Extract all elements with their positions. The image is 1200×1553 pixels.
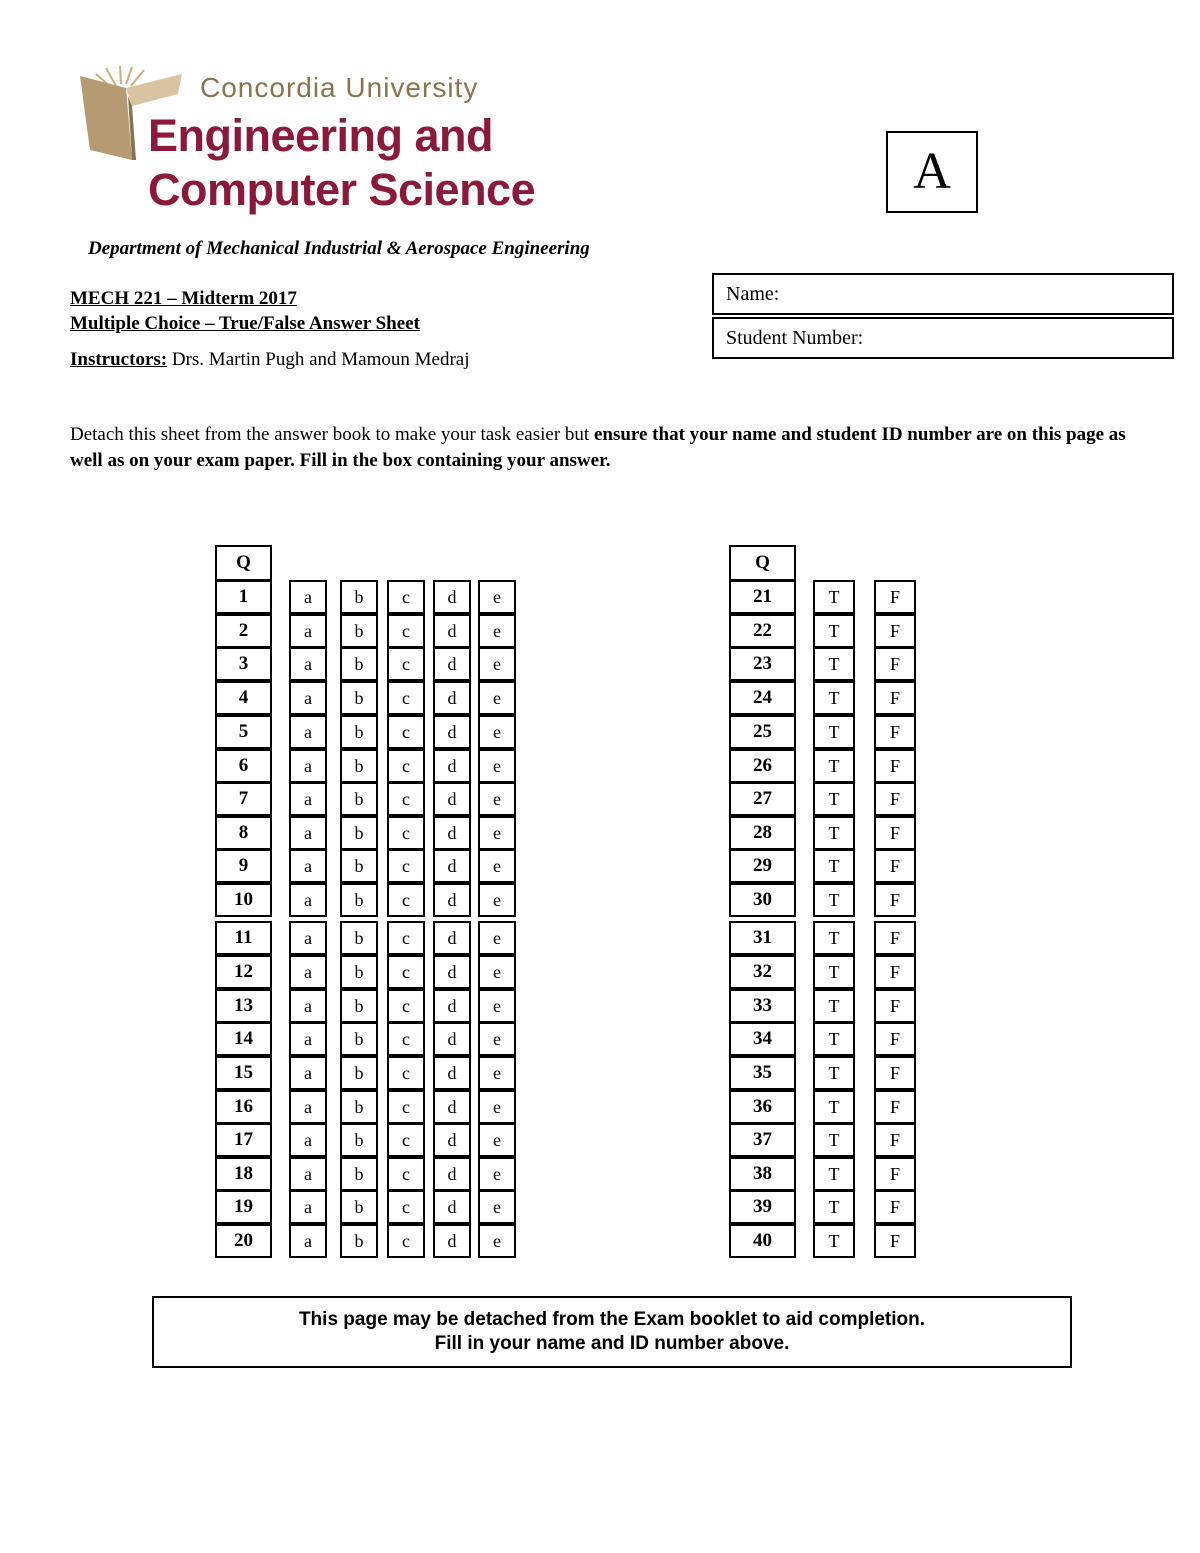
answer-option-d[interactable]: d [433, 1190, 471, 1224]
answer-option-b[interactable]: b [340, 1123, 378, 1157]
answer-option-c[interactable]: c [387, 1022, 425, 1056]
answer-option-f[interactable]: F [874, 782, 916, 816]
answer-option-c[interactable]: c [387, 1224, 425, 1258]
question-header: Q [729, 545, 796, 581]
answer-option-d[interactable]: d [433, 1224, 471, 1258]
answer-option-d[interactable]: d [433, 1157, 471, 1191]
answer-option-a[interactable]: a [289, 955, 327, 989]
answer-option-c[interactable]: c [387, 647, 425, 681]
answer-option-f[interactable]: F [874, 1056, 916, 1090]
answer-option-b[interactable]: b [340, 1224, 378, 1258]
question-number: 39 [729, 1190, 796, 1224]
instructors-line [70, 349, 470, 371]
course-title: MECH 221 – Midterm 2017 [70, 288, 297, 309]
question-number: 4 [215, 681, 272, 715]
answer-option-d[interactable]: d [433, 715, 471, 749]
answer-option-t[interactable]: T [813, 1157, 855, 1191]
answer-option-t[interactable]: T [813, 614, 855, 648]
question-number: 32 [729, 955, 796, 989]
answer-option-c[interactable]: c [387, 921, 425, 955]
answer-option-b[interactable]: b [340, 1190, 378, 1224]
question-number: 28 [729, 816, 796, 850]
faculty-name-line1: Engineering and [148, 110, 494, 161]
answer-option-f[interactable]: F [874, 816, 916, 850]
question-number: 24 [729, 681, 796, 715]
answer-option-b[interactable]: b [340, 816, 378, 850]
answer-option-t[interactable]: T [813, 782, 855, 816]
answer-option-a[interactable]: a [289, 921, 327, 955]
answer-option-e[interactable]: e [478, 921, 516, 955]
question-number: 11 [215, 921, 272, 955]
answer-option-d[interactable]: d [433, 955, 471, 989]
answer-option-a[interactable]: a [289, 849, 327, 883]
answer-option-b[interactable]: b [340, 1157, 378, 1191]
answer-option-e[interactable]: e [478, 1056, 516, 1090]
answer-option-b[interactable]: b [340, 681, 378, 715]
answer-option-a[interactable]: a [289, 749, 327, 783]
question-number: 37 [729, 1123, 796, 1157]
answer-option-f[interactable]: F [874, 614, 916, 648]
instructions-normal: Detach this sheet from the answer book to make your task easier but [70, 424, 594, 445]
answer-option-a[interactable]: a [289, 1123, 327, 1157]
question-number: 30 [729, 883, 796, 917]
answer-option-c[interactable]: c [387, 749, 425, 783]
answer-option-e[interactable]: e [478, 1090, 516, 1124]
answer-option-t[interactable]: T [813, 921, 855, 955]
answer-option-a[interactable]: a [289, 715, 327, 749]
answer-option-d[interactable]: d [433, 849, 471, 883]
answer-option-b[interactable]: b [340, 614, 378, 648]
answer-option-e[interactable]: e [478, 614, 516, 648]
answer-option-e[interactable]: e [478, 955, 516, 989]
question-number: 23 [729, 647, 796, 681]
answer-option-e[interactable]: e [478, 715, 516, 749]
answer-option-c[interactable]: c [387, 1157, 425, 1191]
question-number: 36 [729, 1090, 796, 1124]
answer-option-a[interactable]: a [289, 580, 327, 614]
question-number: 25 [729, 715, 796, 749]
answer-option-f[interactable]: F [874, 849, 916, 883]
answer-option-c[interactable]: c [387, 580, 425, 614]
question-number: 35 [729, 1056, 796, 1090]
question-number: 8 [215, 816, 272, 850]
answer-option-b[interactable]: b [340, 883, 378, 917]
instructors-names: Drs. Martin Pugh and Mamoun Medraj [171, 349, 470, 370]
answer-option-a[interactable]: a [289, 1022, 327, 1056]
answer-option-a[interactable]: a [289, 816, 327, 850]
answer-option-a[interactable]: a [289, 647, 327, 681]
faculty-name-line2: Computer Science [148, 164, 536, 215]
answer-option-e[interactable]: e [478, 1157, 516, 1191]
answer-option-f[interactable]: F [874, 1090, 916, 1124]
answer-option-c[interactable]: c [387, 681, 425, 715]
question-number: 31 [729, 921, 796, 955]
question-number: 38 [729, 1157, 796, 1191]
answer-option-e[interactable]: e [478, 883, 516, 917]
answer-option-c[interactable]: c [387, 1190, 425, 1224]
answer-option-d[interactable]: d [433, 749, 471, 783]
answer-option-e[interactable]: e [478, 1022, 516, 1056]
answer-option-b[interactable]: b [340, 1056, 378, 1090]
answer-option-b[interactable]: b [340, 989, 378, 1023]
answer-option-a[interactable]: a [289, 1224, 327, 1258]
answer-option-t[interactable]: T [813, 647, 855, 681]
student-number-field[interactable]: Student Number: [712, 317, 1174, 359]
answer-option-f[interactable]: F [874, 1157, 916, 1191]
answer-option-e[interactable]: e [478, 681, 516, 715]
question-number: 5 [215, 715, 272, 749]
answer-option-e[interactable]: e [478, 816, 516, 850]
exam-version-box: A [886, 131, 978, 213]
answer-option-e[interactable]: e [478, 989, 516, 1023]
university-name: Concordia University [200, 72, 479, 103]
answer-option-f[interactable]: F [874, 647, 916, 681]
answer-option-f[interactable]: F [874, 1123, 916, 1157]
answer-option-t[interactable]: T [813, 1123, 855, 1157]
question-number: 3 [215, 647, 272, 681]
question-number: 34 [729, 1022, 796, 1056]
answer-option-t[interactable]: T [813, 816, 855, 850]
answer-option-t[interactable]: T [813, 1090, 855, 1124]
answer-option-t[interactable]: T [813, 1190, 855, 1224]
answer-option-d[interactable]: d [433, 580, 471, 614]
answer-option-d[interactable]: d [433, 1090, 471, 1124]
answer-option-d[interactable]: d [433, 681, 471, 715]
answer-option-c[interactable]: c [387, 883, 425, 917]
answer-option-a[interactable]: a [289, 782, 327, 816]
answer-option-e[interactable]: e [478, 749, 516, 783]
question-number: 17 [215, 1123, 272, 1157]
answer-option-c[interactable]: c [387, 816, 425, 850]
answer-option-t[interactable]: T [813, 883, 855, 917]
answer-option-c[interactable]: c [387, 1090, 425, 1124]
answer-option-a[interactable]: a [289, 1190, 327, 1224]
answer-option-f[interactable]: F [874, 921, 916, 955]
question-number: 10 [215, 883, 272, 917]
question-number: 27 [729, 782, 796, 816]
answer-option-b[interactable]: b [340, 715, 378, 749]
answer-option-a[interactable]: a [289, 883, 327, 917]
answer-option-f[interactable]: F [874, 1190, 916, 1224]
answer-option-f[interactable]: F [874, 580, 916, 614]
question-number: 26 [729, 749, 796, 783]
answer-option-t[interactable]: T [813, 715, 855, 749]
answer-option-b[interactable]: b [340, 921, 378, 955]
answer-option-d[interactable]: d [433, 647, 471, 681]
answer-option-b[interactable]: b [340, 1090, 378, 1124]
answer-option-f[interactable]: F [874, 1224, 916, 1258]
answer-option-a[interactable]: a [289, 1157, 327, 1191]
answer-option-c[interactable]: c [387, 1056, 425, 1090]
answer-option-a[interactable]: a [289, 1056, 327, 1090]
answer-option-d[interactable]: d [433, 1056, 471, 1090]
question-header: Q [215, 545, 272, 581]
answer-option-f[interactable]: F [874, 715, 916, 749]
question-number: 33 [729, 989, 796, 1023]
answer-option-d[interactable]: d [433, 1022, 471, 1056]
name-field[interactable]: Name: [712, 273, 1174, 315]
instructions [70, 422, 1130, 474]
question-number: 9 [215, 849, 272, 883]
answer-option-b[interactable]: b [340, 647, 378, 681]
answer-option-f[interactable]: F [874, 955, 916, 989]
answer-option-d[interactable]: d [433, 1123, 471, 1157]
question-number: 1 [215, 580, 272, 614]
question-number: 15 [215, 1056, 272, 1090]
answer-option-b[interactable]: b [340, 1022, 378, 1056]
answer-option-d[interactable]: d [433, 782, 471, 816]
answer-option-c[interactable]: c [387, 989, 425, 1023]
answer-option-t[interactable]: T [813, 989, 855, 1023]
answer-option-a[interactable]: a [289, 989, 327, 1023]
answer-option-e[interactable]: e [478, 782, 516, 816]
answer-option-e[interactable]: e [478, 1224, 516, 1258]
answer-option-c[interactable]: c [387, 782, 425, 816]
answer-option-t[interactable]: T [813, 749, 855, 783]
answer-option-t[interactable]: T [813, 580, 855, 614]
answer-option-c[interactable]: c [387, 955, 425, 989]
answer-option-a[interactable]: a [289, 1090, 327, 1124]
question-number: 2 [215, 614, 272, 648]
footer-line1: This page may be detached from the Exam booklet to aid completion. [298, 1309, 926, 1330]
answer-option-c[interactable]: c [387, 1123, 425, 1157]
answer-option-b[interactable]: b [340, 782, 378, 816]
answer-option-e[interactable]: e [478, 647, 516, 681]
answer-option-b[interactable]: b [340, 749, 378, 783]
footer-notice [152, 1296, 1072, 1368]
answer-option-e[interactable]: e [478, 849, 516, 883]
answer-option-a[interactable]: a [289, 681, 327, 715]
answer-option-f[interactable]: F [874, 989, 916, 1023]
answer-option-d[interactable]: d [433, 883, 471, 917]
answer-option-c[interactable]: c [387, 715, 425, 749]
answer-option-c[interactable]: c [387, 849, 425, 883]
question-number: 20 [215, 1224, 272, 1258]
answer-option-t[interactable]: T [813, 1224, 855, 1258]
answer-option-t[interactable]: T [813, 681, 855, 715]
question-number: 29 [729, 849, 796, 883]
question-number: 12 [215, 955, 272, 989]
question-number: 18 [215, 1157, 272, 1191]
answer-option-a[interactable]: a [289, 614, 327, 648]
answer-option-e[interactable]: e [478, 580, 516, 614]
question-number: 13 [215, 989, 272, 1023]
answer-option-f[interactable]: F [874, 681, 916, 715]
question-number: 40 [729, 1224, 796, 1258]
question-number: 14 [215, 1022, 272, 1056]
question-number: 6 [215, 749, 272, 783]
footer-line2: Fill in your name and ID number above. [434, 1333, 790, 1354]
answer-option-c[interactable]: c [387, 614, 425, 648]
answer-option-t[interactable]: T [813, 1022, 855, 1056]
answer-option-e[interactable]: e [478, 1190, 516, 1224]
answer-option-t[interactable]: T [813, 1056, 855, 1090]
answer-option-e[interactable]: e [478, 1123, 516, 1157]
answer-option-d[interactable]: d [433, 816, 471, 850]
answer-option-t[interactable]: T [813, 955, 855, 989]
question-number: 19 [215, 1190, 272, 1224]
answer-option-b[interactable]: b [340, 849, 378, 883]
question-number: 21 [729, 580, 796, 614]
instructors-label: Instructors: [70, 349, 168, 370]
question-number: 16 [215, 1090, 272, 1124]
question-number: 7 [215, 782, 272, 816]
answer-option-b[interactable]: b [340, 955, 378, 989]
sheet-title: Multiple Choice – True/False Answer Sheet [70, 313, 420, 334]
answer-option-d[interactable]: d [433, 989, 471, 1023]
answer-option-f[interactable]: F [874, 749, 916, 783]
question-number: 22 [729, 614, 796, 648]
answer-option-f[interactable]: F [874, 883, 916, 917]
answer-option-b[interactable]: b [340, 580, 378, 614]
answer-option-d[interactable]: d [433, 614, 471, 648]
answer-option-t[interactable]: T [813, 849, 855, 883]
department-name: Department of Mechanical Industrial & Aerospace Engineering [88, 238, 590, 259]
answer-option-d[interactable]: d [433, 921, 471, 955]
instructions-bold: ensure that your name and student ID number are on this page as well as on your exam paper. Fill in the box containing your answer. [70, 424, 1126, 471]
answer-option-f[interactable]: F [874, 1022, 916, 1056]
